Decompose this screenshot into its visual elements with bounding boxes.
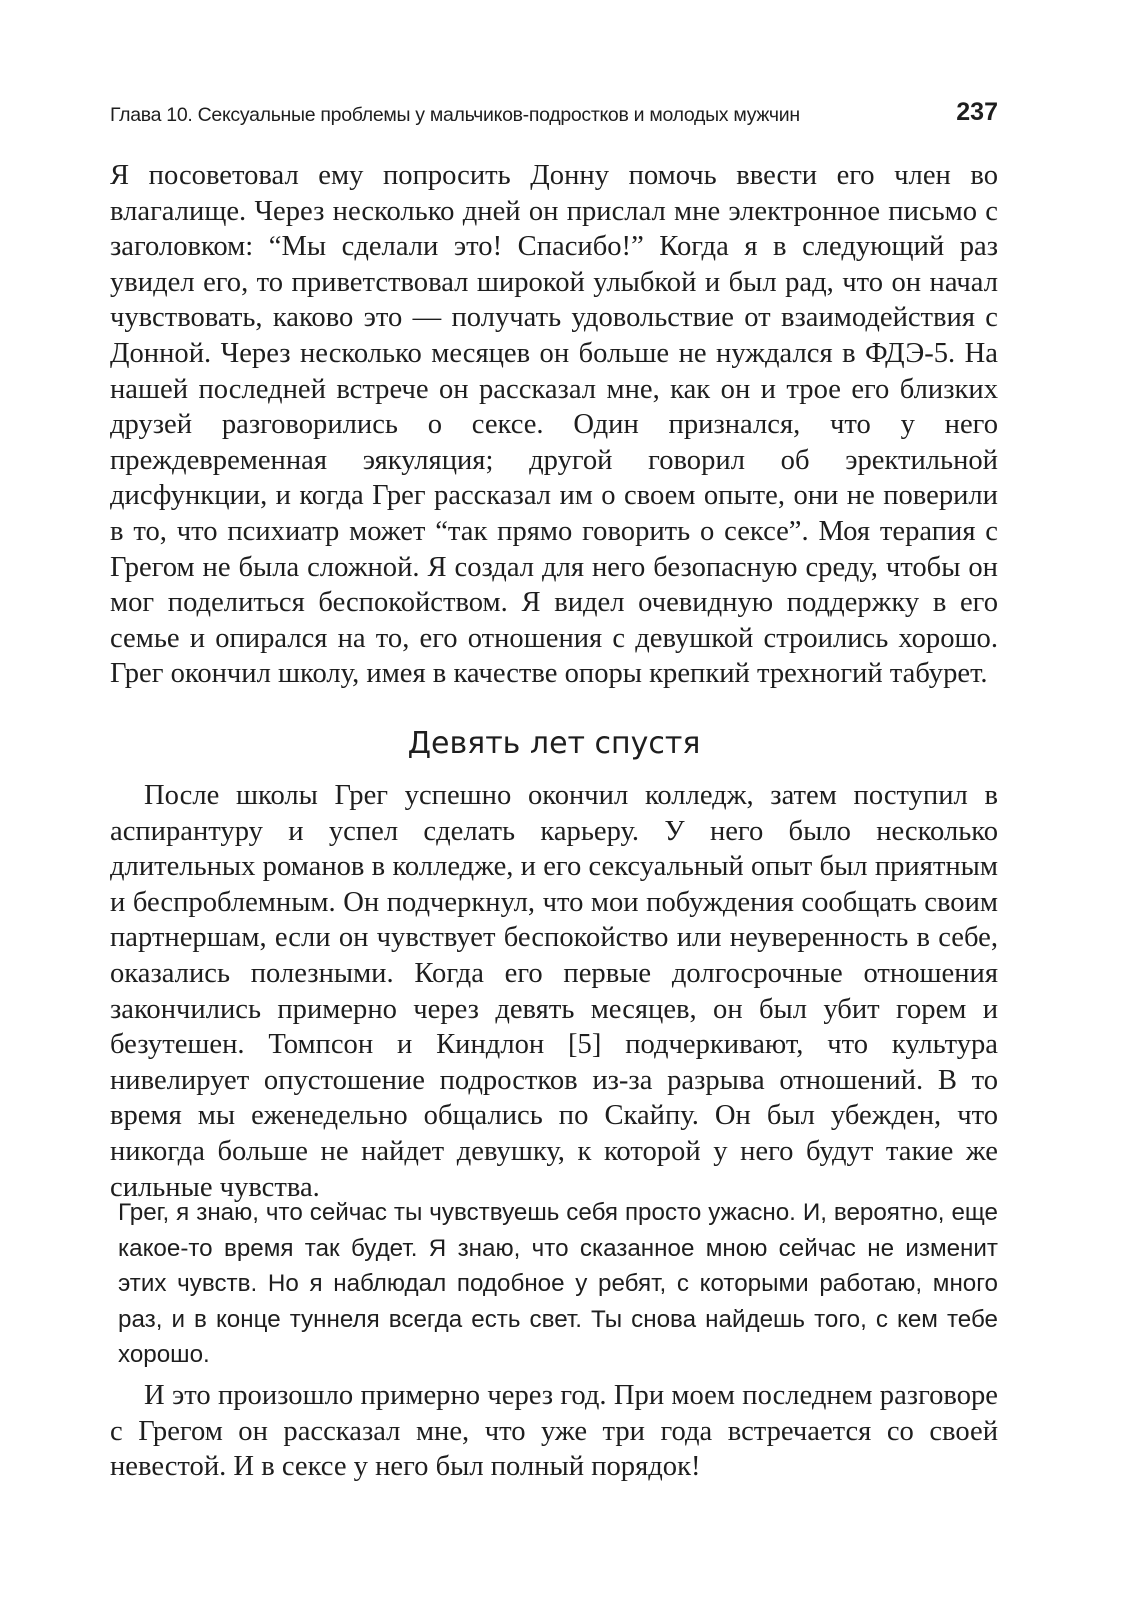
section-heading: Девять лет спустя (407, 726, 701, 761)
body-paragraph-1: Я посоветовал ему попросить Донну помочь ввести его член во влагалище. Через несколько дней он прислал мне электронное письмо с заголовком: “Мы сделали это! Спасибо!” Когда я в следующий раз увидел его, то приветствовал широкой улыбкой и был рад, что он начал чувствовать, каково это — получать удовольствие от взаимодействия с Донной. Через несколько месяцев он больше не нуждался в ФДЭ-5. На нашей последней встрече он рассказал мне, как он и трое его близких друзей разговорились о сексе. Один признался, что у него преждевременная эякуляция; другой говорил об эректильной дисфункции, и когда Грег рассказал им о своем опыте, они не поверили в то, что психиатр может “так прямо говорить о сексе”. Моя терапия с Грегом не была сложной. Я создал для него безопасную среду, чтобы он мог поделиться беспокойством. Я видел очевидную поддержку в его семье и опирался на то, его отношения с девушкой строились хорошо. Грег окончил школу, имея в качестве опоры крепкий трехногий табурет. (110, 160, 998, 690)
page-number: 237 (956, 98, 998, 126)
quoted-speech: Грег, я знаю, что сейчас ты чувствуешь себя просто ужасно. И, вероятно, еще какое-то время так будет. Я знаю, что сказанное мною сейчас не изменит этих чувств. Но я наблюдал подобное у ребят, с которыми работаю, много раз, и в конце туннеля всегда есть свет. Ты снова найдешь того, с кем тебе хорошо. (118, 1199, 998, 1369)
body-paragraph-3: И это произошло примерно через год. При моем последнем разговоре с Грегом он рассказал мне, что уже три года встречается со своей невестой. И в сексе у него был полный порядок! (110, 1380, 998, 1483)
running-head (110, 98, 998, 134)
chapter-title: Глава 10. Сексуальные проблемы у мальчиков-подростков и молодых мужчин (110, 104, 800, 126)
body-paragraph-2: После школы Грег успешно окончил колледж, затем поступил в аспирантуру и успел сделать карьеру. У него было несколько длительных романов в колледже, и его сексуальный опыт был приятным и беспроблемным. Он подчеркнул, что мои побуждения сообщать своим партнершам, если он чувствует беспокойство или неуверенность в себе, оказались полезными. Когда его первые долгосрочные отношения закончились примерно через девять месяцев, он был убит горем и безутешен. Томпсон и Киндлон [5] подчеркивают, что культура нивелирует опустошение подростков из-за разрыва отношений. В то время мы еженедельно общались по Скайпу. Он был убежден, что никогда больше не найдет девушку, к которой у него будут такие же сильные чувства. (110, 780, 998, 1203)
